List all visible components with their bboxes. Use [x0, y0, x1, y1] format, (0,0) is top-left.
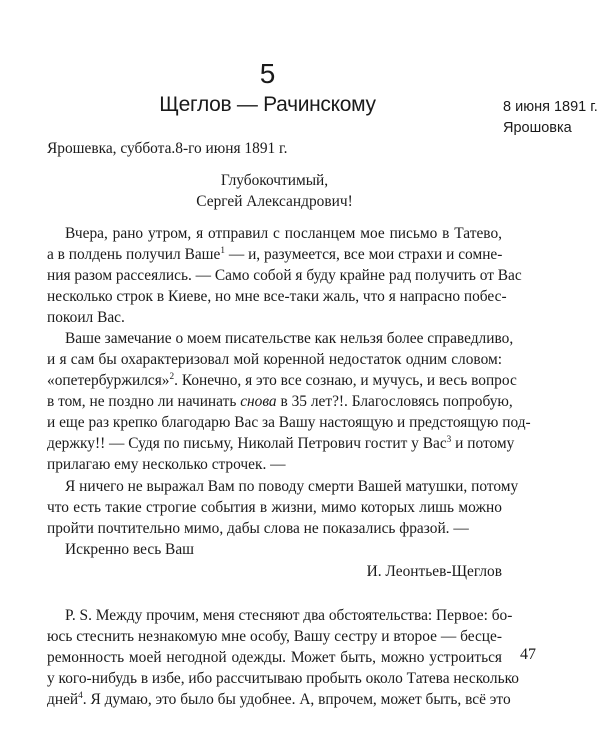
footnote-ref: 1: [220, 244, 225, 255]
paragraph-line: в том, не поздно ли начинать снова в 35 лет?!. Благословясь попробую,: [47, 393, 513, 410]
margin-date: 8 июня 1891 г.: [503, 99, 598, 115]
postscript-line: юсь стеснить незнакомую мне особу, Вашу сестру и второе — бесце-: [47, 628, 502, 645]
postscript-line: P. S. Между прочим, меня стесняют два обстоятельства: Первое: бо-: [65, 607, 513, 624]
paragraph-line: и еще раз крепко благодарю Вас за Вашу настоящую и предстоящую под-: [47, 414, 531, 431]
salutation-line-1: Глубокочтимый,: [220, 172, 329, 189]
paragraph-line: Вчера, рано утром, я отправил с посланцем мое письмо в Татево,: [65, 225, 502, 242]
page-number: 47: [520, 646, 536, 663]
chapter-title: Щеглов — Рачинскому: [159, 93, 376, 116]
paragraph-line: держку!! — Судя по письму, Николай Петрович гостит у Вас$^3$ и потому: [47, 433, 515, 452]
paragraph-line: ния разом рассеялись. — Само собой я буду крайне рад получить от Вас: [47, 267, 522, 284]
chapter-number: 5: [259, 58, 276, 89]
footnote-ref: 2: [169, 370, 175, 381]
salutation-line-2: Сергей Александрович!: [196, 193, 353, 210]
paragraph-line: прилагаю ему несколько строчек. —: [47, 456, 286, 473]
footnote-ref: 3: [446, 433, 452, 444]
paragraph-line: что есть такие строгие события в жизни, мимо которых лишь можно: [47, 499, 502, 516]
paragraph-line: пройти почтительно мимо, дабы слова не показались фразой. —: [47, 520, 469, 537]
postscript-line: ремонность моей негодной одежды. Может быть, можно устроиться: [47, 649, 502, 666]
paragraph-line: несколько строк в Киеве, но мне все-таки жаль, что я напрасно побес-: [47, 288, 507, 305]
postscript-line: у кого-нибудь в избе, ибо рассчитываю пробыть около Татева несколько: [47, 670, 519, 687]
margin-place: Ярошовка: [503, 120, 572, 136]
paragraph-line: и я сам бы охарактеризовал мой коренной недостаток одним словом:: [47, 351, 502, 368]
paragraph-line: Ваше замечание о моем писательстве как нельзя более справедливо,: [65, 330, 514, 347]
paragraph-line: Я ничего не выражал Вам по поводу смерти Вашей матушки, потому: [65, 478, 519, 495]
dateline: Ярошевка, суббота.8-го июня 1891 г.: [47, 140, 288, 157]
signature: И. Леонтьев-Щеглов: [366, 563, 502, 580]
footnote-ref: 4: [78, 689, 83, 700]
paragraph-line: «опетербуржился»$^2$. Конечно, я это все сознаю, и мучусь, и весь вопрос: [47, 370, 517, 389]
paragraph-line: покоил Вас.: [47, 309, 125, 326]
closing: Искренно весь Ваш: [65, 541, 195, 558]
paragraph-line: а в полдень получил Ваше$^1$ — и, разумеется, все мои страхи и сомне-: [47, 244, 503, 263]
italic-word: снова: [240, 393, 277, 410]
postscript-line: дней$^4$. Я думаю, это было бы удобнее. А, впрочем, может быть, всё это: [47, 689, 511, 708]
